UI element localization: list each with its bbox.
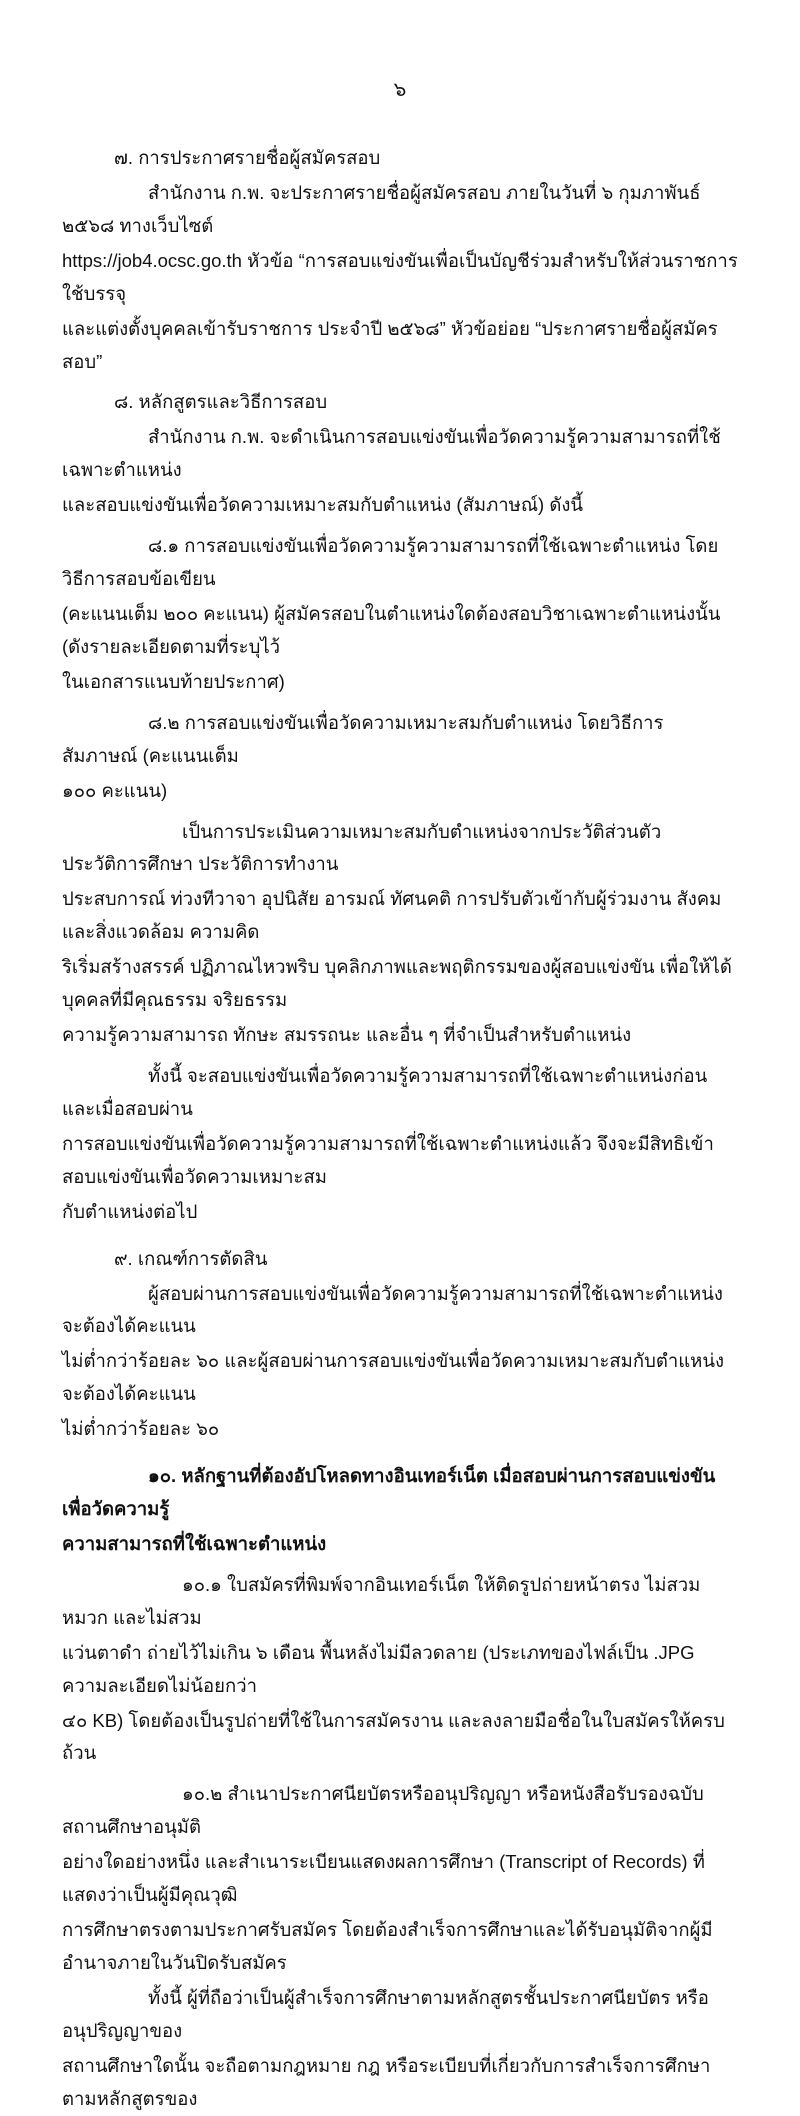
paragraph-section-8-body-2: และสอบแข่งขันเพื่อวัดความเหมาะสมกับตำแหน่ง (สัมภาษณ์) ดังนี้ [62,494,584,516]
paragraph-section-10-2-line-3: การศึกษาตรงตามประกาศรับสมัคร โดยต้องสำเร็จการศึกษาและได้รับอนุมัติจากผู้มีอำนาจภายในวันปิดรับสมัคร [62,1919,713,1974]
paragraph-section-10-1-line-3: ๔๐ KB) โดยต้องเป็นรูปถ่ายที่ใช้ในการสมัครงาน และลงลายมือชื่อในใบสมัครให้ครบถ้วน [62,1709,725,1764]
paragraph-section-8-1-line-1: ๘.๑ การสอบแข่งขันเพื่อวัดความรู้ความสามารถที่ใช้เฉพาะตำแหน่ง โดยวิธีการสอบข้อเขียน [62,535,719,590]
paragraph-section-10-1-line-2: แว่นตาดำ ถ่ายไว้ไม่เกิน ๖ เดือน พื้นหลังไม่มีลวดลาย (ประเภทของไฟล์เป็น .JPG ความละเอียดไม่น้อยกว่า [62,1641,700,1696]
paragraph-section-8-2-body-1: เป็นการประเมินความเหมาะสมกับตำแหน่งจากประวัติส่วนตัว ประวัติการศึกษา ประวัติการทำงาน [62,820,667,875]
paragraph-section-10-heading-2: ความสามารถที่ใช้เฉพาะตำแหน่ง [62,1532,327,1554]
paragraph-section-10-heading-1: ๑๐. หลักฐานที่ต้องอัปโหลดทางอินเทอร์เน็ต เมื่อสอบผ่านการสอบแข่งขันเพื่อวัดความรู้ [62,1465,716,1520]
paragraph-section-10-2-line-4: ทั้งนี้ ผู้ที่ถือว่าเป็นผู้สำเร็จการศึกษาตามหลักสูตรชั้นประกาศนียบัตร หรืออนุปริญญาของ [62,1986,709,2041]
paragraph-section-10-1-line-1: ๑๐.๑ ใบสมัครที่พิมพ์จากอินเทอร์เน็ต ให้ติดรูปถ่ายหน้าตรง ไม่สวมหมวก และไม่สวม [62,1573,701,1628]
paragraph-section-7-body-2: https://job4.ocsc.go.th หัวข้อ “การสอบแข่งขันเพื่อเป็นบัญชีร่วมสำหรับให้ส่วนราชการใช้บรรจุ [62,249,738,304]
document-body [62,142,738,2116]
paragraph-section-8-2-line-2: ๑๐๐ คะแนน) [62,779,168,801]
paragraph-section-8-2-body-4: ความรู้ความสามารถ ทักษะ สมรรถนะ และอื่น ๆ ที่จำเป็นสำหรับตำแหน่ง [62,1024,632,1046]
page-number: ๖ [393,79,407,101]
paragraph-section-8-2-body-3: ริเริ่มสร้างสรรค์ ปฏิภาณไหวพริบ บุคลิกภาพและพฤติกรรมของผู้สอบแข่งขัน เพื่อให้ได้บุคคลที่มีคุณธรรม จริยธรรม [62,956,732,1011]
paragraph-section-10-2-line-5: สถานศึกษาใดนั้น จะถือตามกฎหมาย กฎ หรือระเบียบที่เกี่ยวกับการสำเร็จการศึกษาตามหลักสูตรของ [62,2054,711,2109]
paragraph-section-8-1-line-2: (คะแนนเต็ม ๒๐๐ คะแนน) ผู้สมัครสอบในตำแหน่งใดต้องสอบวิชาเฉพาะตำแหน่งนั้น (ดังรายละเอียดตามที่ระบุไว้ [62,602,726,657]
paragraph-section-10-2-line-1: ๑๐.๒ สำเนาประกาศนียบัตรหรืออนุปริญญา หรือหนังสือรับรองฉบับสถานศึกษาอนุมัติ [62,1783,704,1838]
paragraph-section-7-body-3: และแต่งตั้งบุคคลเข้ารับราชการ ประจำปี ๒๕๖๘” หัวข้อย่อย “ประกาศรายชื่อผู้สมัครสอบ” [62,317,718,372]
paragraph-section-9-body-1: ผู้สอบผ่านการสอบแข่งขันเพื่อวัดความรู้ความสามารถที่ใช้เฉพาะตำแหน่งจะต้องได้คะแนน [62,1282,723,1337]
paragraph-section-8-2-body-2: ประสบการณ์ ท่วงทีวาจา อุปนิสัย อารมณ์ ทัศนคติ การปรับตัวเข้ากับผู้ร่วมงาน สังคม และสิ่งแวดล้อม ความคิด [62,888,727,943]
paragraph-section-8-2-body-7: กับตำแหน่งต่อไป [62,1200,198,1222]
paragraph-section-7-heading: ๗. การประกาศรายชื่อผู้สมัครสอบ [114,147,381,168]
paragraph-section-9-body-2: ไม่ต่ำกว่าร้อยละ ๖๐ และผู้สอบผ่านการสอบแข่งขันเพื่อวัดความเหมาะสมกับตำแหน่งจะต้องได้คะแนน [62,1350,725,1405]
paragraph-section-8-heading: ๘. หลักสูตรและวิธีการสอบ [114,391,328,413]
paragraph-section-8-1-line-3: ในเอกสารแนบท้ายประกาศ) [62,670,285,692]
paragraph-section-8-body-1: สำนักงาน ก.พ. จะดำเนินการสอบแข่งขันเพื่อวัดความรู้ความสามารถที่ใช้เฉพาะตำแหน่ง [62,426,721,481]
paragraph-section-9-body-3: ไม่ต่ำกว่าร้อยละ ๖๐ [62,1418,220,1440]
paragraph-section-8-2-line-1: ๘.๒ การสอบแข่งขันเพื่อวัดความเหมาะสมกับตำแหน่ง โดยวิธีการสัมภาษณ์ (คะแนนเต็ม [62,711,664,766]
paragraph-section-8-2-body-5: ทั้งนี้ จะสอบแข่งขันเพื่อวัดความรู้ความสามารถที่ใช้เฉพาะตำแหน่งก่อน และเมื่อสอบผ่าน [62,1064,713,1119]
paragraph-section-10-2-line-2: อย่างใดอย่างหนึ่ง และสำเนาระเบียนแสดงผลการศึกษา (Transcript of Records) ที่แสดงว่าเป็นผู้มีคุณวุฒิ [62,1851,705,1906]
paragraph-section-9-heading: ๙. เกณฑ์การตัดสิน [114,1247,268,1269]
paragraph-section-8-2-body-6: การสอบแข่งขันเพื่อวัดความรู้ความสามารถที่ใช้เฉพาะตำแหน่งแล้ว จึงจะมีสิทธิเข้าสอบแข่งขันเพื่อวัดความเหมาะสม [62,1132,714,1187]
paragraph-section-7-body-1: สำนักงาน ก.พ. จะประกาศรายชื่อผู้สมัครสอบ ภายในวันที่ ๖ กุมภาพันธ์ ๒๕๖๘ ทางเว็บไซต์ [62,181,706,236]
